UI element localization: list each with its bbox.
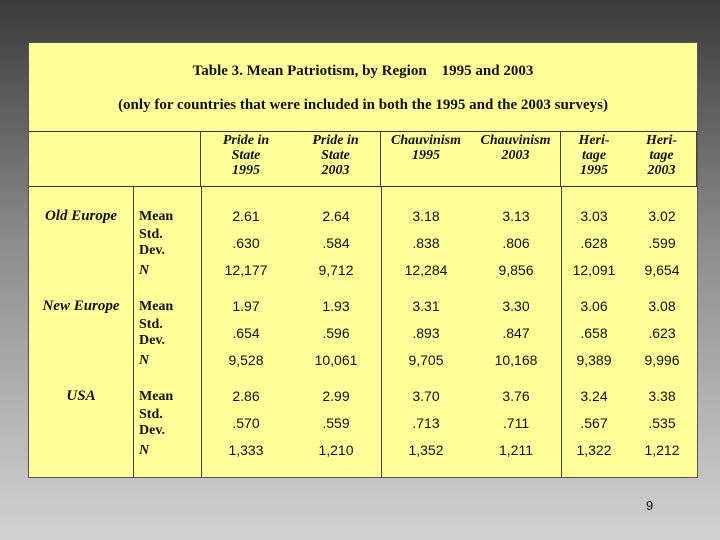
table-cell-std: .559 — [322, 415, 350, 431]
column-header-label: Pride in State 1995 — [222, 133, 270, 178]
table-cell-std: .654 — [232, 325, 260, 341]
table-cell-n: 12,284 — [404, 262, 448, 278]
table-cell-n: 12,177 — [224, 262, 268, 278]
table-cell-std: .567 — [580, 415, 608, 431]
stat-label-mean: Mean — [139, 299, 174, 314]
column-header-label: Heri- tage 1995 — [578, 133, 610, 178]
table-cell-std: .658 — [580, 325, 608, 341]
table-cell-mean: 2.86 — [232, 388, 260, 404]
table-cell-n: 10,168 — [494, 352, 538, 368]
table-cell-mean: 2.61 — [232, 208, 260, 224]
stat-label-mean: Mean — [139, 389, 174, 404]
table-cell-n: 9,528 — [228, 352, 264, 368]
table-cell-n: 9,856 — [498, 262, 534, 278]
column-header-3 — [381, 131, 471, 187]
table-cell-mean: 3.30 — [502, 298, 530, 314]
stat-label-std: Std. Dev. — [139, 407, 166, 438]
stat-label-n: N — [139, 353, 150, 368]
table-cell-mean: 3.03 — [580, 208, 608, 224]
table-cell-mean: 3.08 — [648, 298, 676, 314]
column-header-divider — [133, 131, 134, 187]
column-header-6 — [627, 131, 697, 187]
table-cell-std: .535 — [648, 415, 676, 431]
column-header-4 — [471, 131, 561, 187]
table-cell-n: 1,210 — [318, 442, 354, 458]
table-cell-std: .893 — [412, 325, 440, 341]
table-cell-n: 9,996 — [644, 352, 680, 368]
table-cell-mean: 2.99 — [322, 388, 350, 404]
table-cell-mean: 3.38 — [648, 388, 676, 404]
table-cell-mean: 3.70 — [412, 388, 440, 404]
page-number: 9 — [646, 498, 654, 513]
stat-label-n: N — [139, 443, 150, 458]
table-cell-std: .711 — [502, 415, 530, 431]
table-cell-std: .847 — [502, 325, 530, 341]
table-cell-n: 9,389 — [576, 352, 612, 368]
table-cell-mean: 1.97 — [232, 298, 260, 314]
table-cell-std: .599 — [648, 235, 676, 251]
column-divider — [133, 187, 134, 477]
table-cell-std: .596 — [322, 325, 350, 341]
table-cell-n: 1,352 — [408, 442, 444, 458]
table-cell-mean: 1.93 — [322, 298, 350, 314]
stat-label-std: Std. Dev. — [139, 317, 166, 348]
table-cell-std: .628 — [580, 235, 608, 251]
table-cell-mean: 3.06 — [580, 298, 608, 314]
table-cell-mean: 3.76 — [502, 388, 530, 404]
table-cell-n: 1,322 — [576, 442, 612, 458]
column-header-label: Chauvinism 2003 — [480, 133, 551, 163]
table-subtitle: (only for countries that were included in both the 1995 and the 2003 surveys) — [118, 97, 608, 113]
table-cell-n: 9,654 — [644, 262, 680, 278]
table-title: Table 3. Mean Patriotism, by Region 1995 and 2003 — [192, 63, 534, 79]
region-label: USA — [66, 388, 96, 404]
table-cell-mean: 3.24 — [580, 388, 608, 404]
table-cell-mean: 3.31 — [412, 298, 440, 314]
table-cell-n: 9,705 — [408, 352, 444, 368]
column-header-5 — [561, 131, 627, 187]
column-header-label: Pride in State 2003 — [312, 133, 359, 178]
table-cell-std: .713 — [412, 415, 440, 431]
table-cell-std: .806 — [502, 235, 530, 251]
table-header — [29, 43, 697, 132]
table-cell-std: .630 — [232, 235, 260, 251]
table-cell-mean: 3.02 — [648, 208, 676, 224]
column-header-label: Chauvinism 1995 — [390, 133, 462, 163]
table-cell-mean: 2.64 — [322, 208, 350, 224]
patriotism-table — [28, 42, 698, 478]
region-label: New Europe — [42, 298, 120, 314]
column-header-2 — [291, 131, 381, 187]
column-header-label: Heri- tage 2003 — [645, 133, 678, 178]
table-cell-n: 9,712 — [318, 262, 354, 278]
table-cell-n: 10,061 — [314, 352, 358, 368]
column-header-1 — [201, 131, 291, 187]
region-label: Old Europe — [44, 208, 118, 224]
stat-label-std: Std. Dev. — [139, 227, 166, 258]
table-cell-n: 1,333 — [228, 442, 264, 458]
table-cell-std: .570 — [232, 415, 260, 431]
stat-label-n: N — [139, 263, 150, 278]
table-cell-n: 1,212 — [644, 442, 680, 458]
stat-label-mean: Mean — [139, 209, 174, 224]
table-cell-std: .584 — [322, 235, 350, 251]
table-cell-mean: 3.18 — [412, 208, 440, 224]
table-cell-std: .838 — [412, 235, 440, 251]
table-cell-std: .623 — [648, 325, 676, 341]
table-cell-mean: 3.13 — [502, 208, 530, 224]
column-header-blank — [29, 131, 201, 187]
table-cell-n: 12,091 — [572, 262, 616, 278]
table-cell-n: 1,211 — [499, 442, 533, 458]
